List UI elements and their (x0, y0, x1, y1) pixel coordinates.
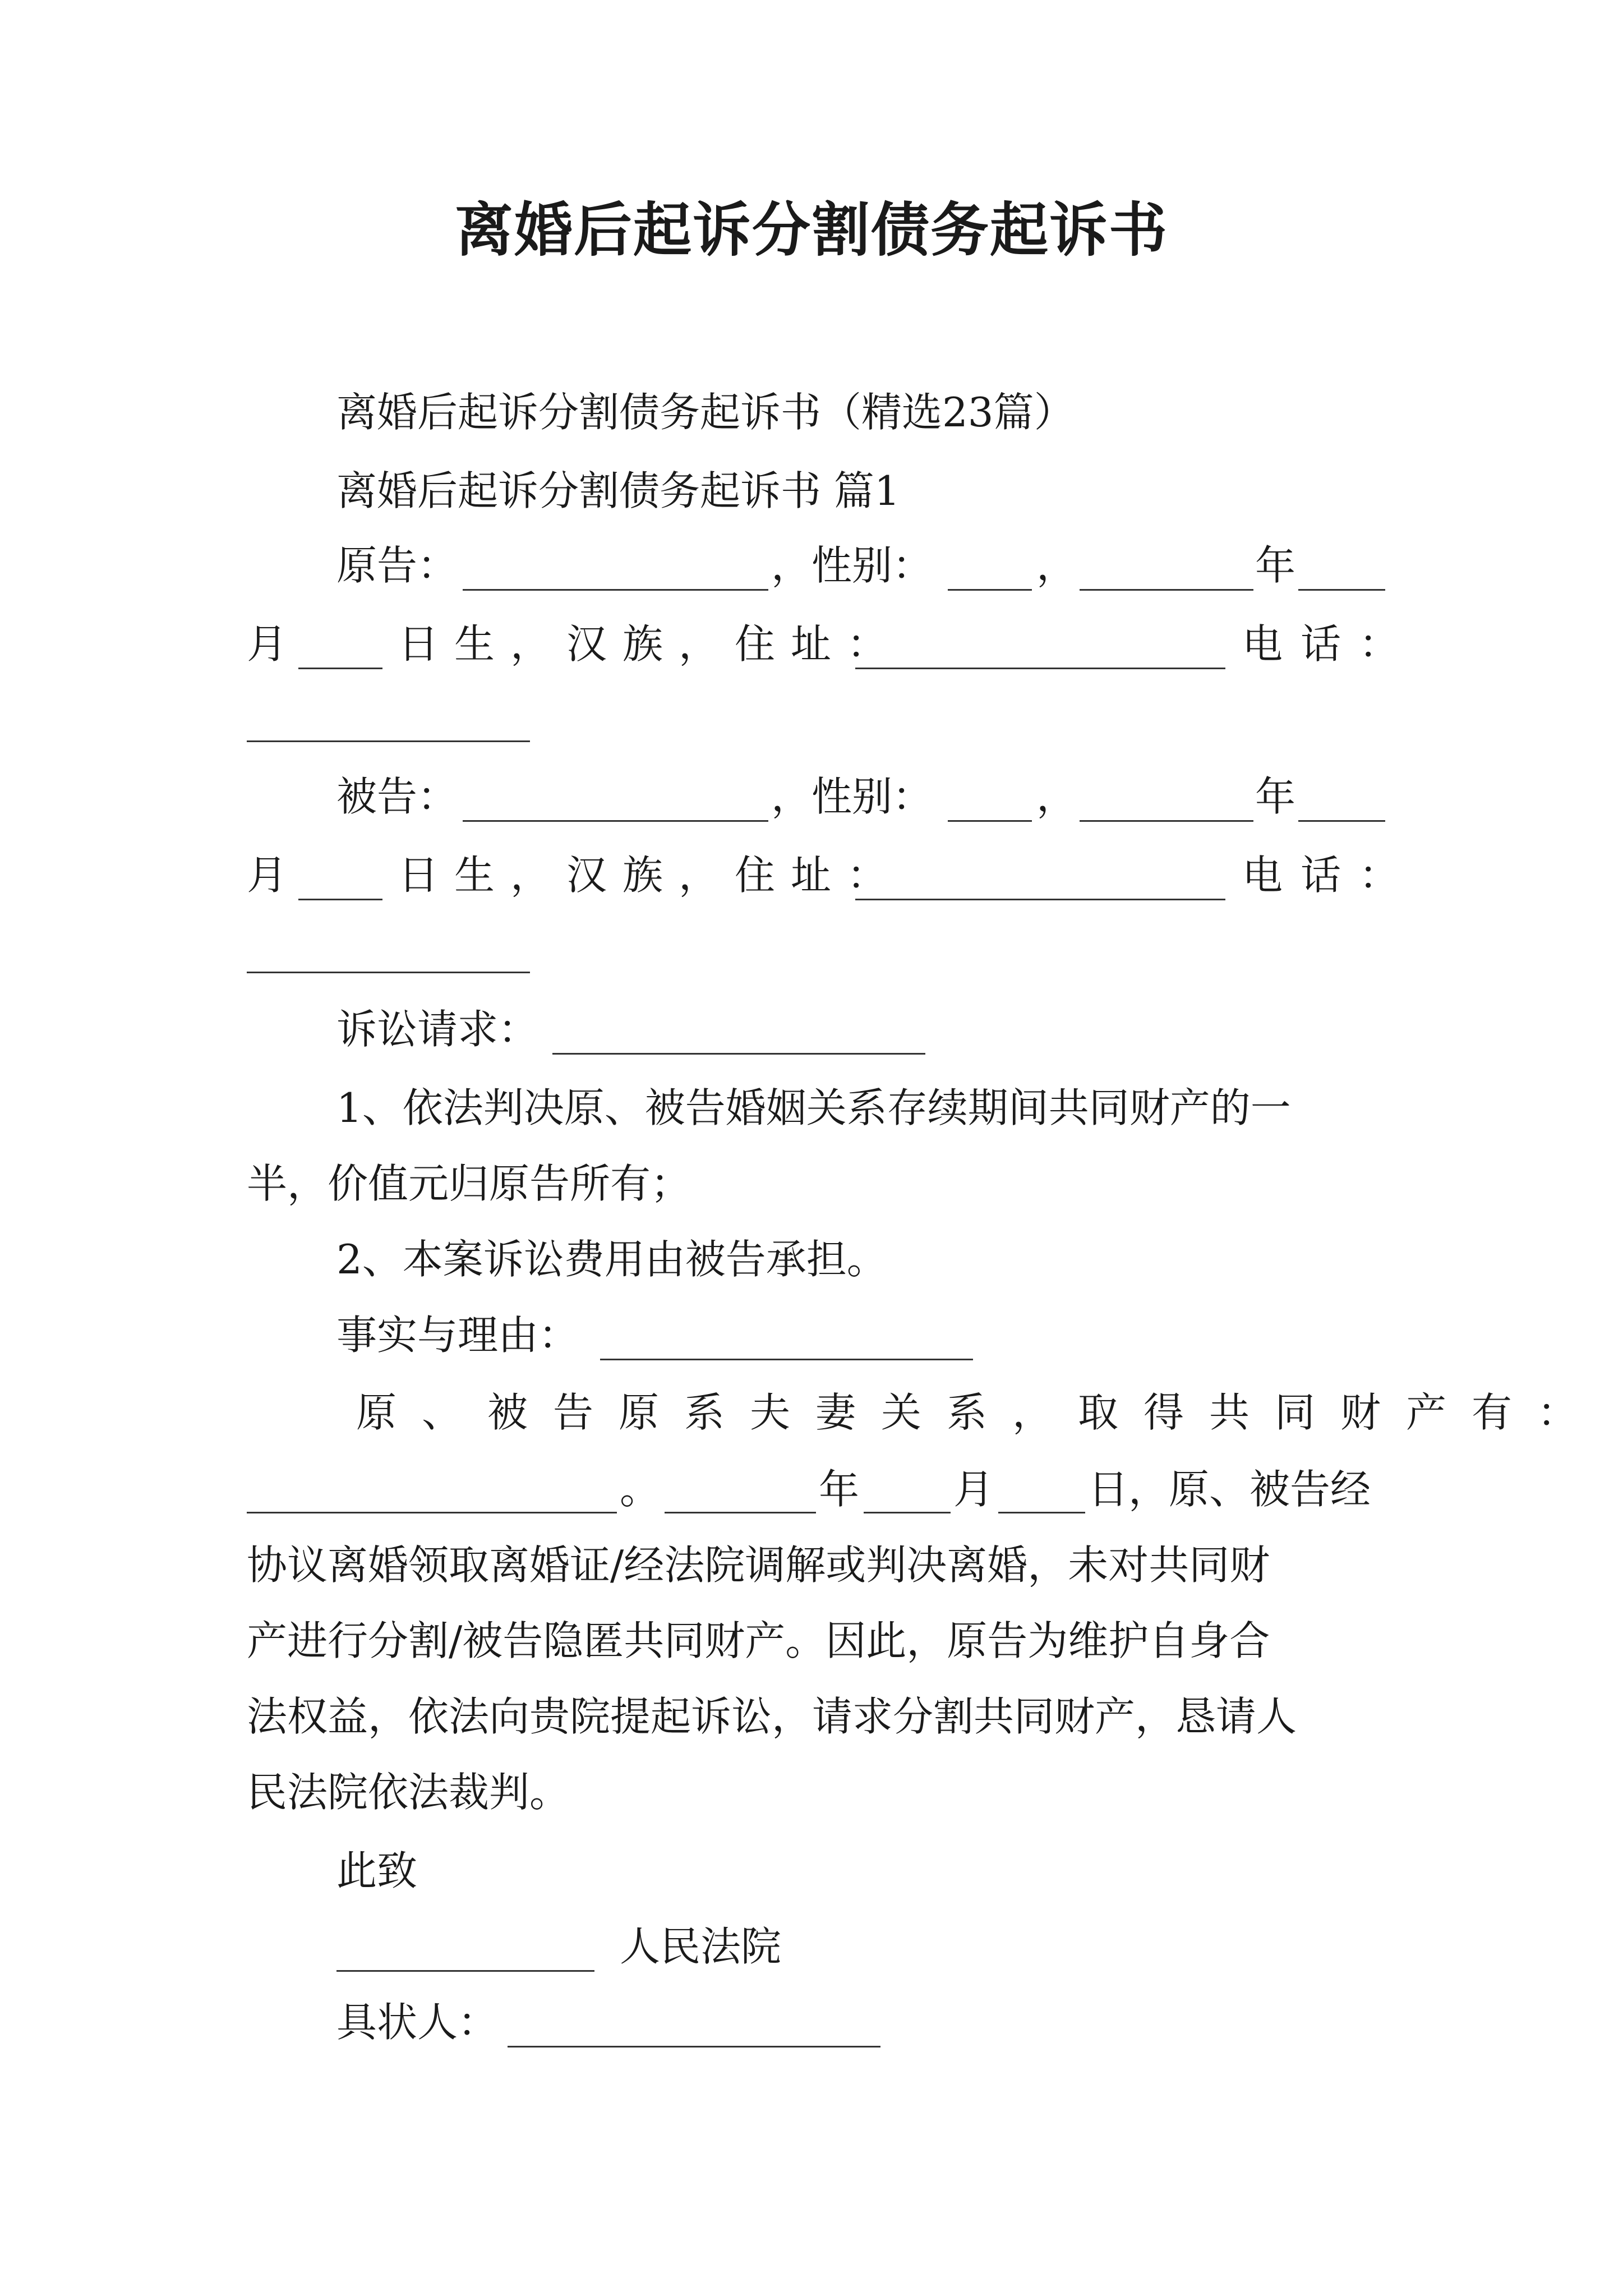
defendant-gender-blank (948, 820, 1032, 822)
plaintiff-gender-blank (948, 589, 1032, 591)
plaintiff-birth-address-label: 日生，汉族，住址： (398, 620, 903, 668)
facts-blank (600, 1359, 973, 1360)
defendant-day-blank (298, 899, 382, 900)
signer-label: 具状人： (336, 1999, 499, 2046)
defendant-name-blank (463, 820, 768, 822)
facts-year-label: 年 (819, 1466, 860, 1513)
plaintiff-day-blank (298, 668, 382, 669)
facts-line-2-period: 。 (620, 1466, 661, 1513)
defendant-phone-label: 电话： (1242, 852, 1418, 899)
facts-line-4: 产进行分割/被告隐匿共同财产。因此，原告为维护自身合 (247, 1617, 1270, 1664)
facts-month-label: 月 (953, 1466, 994, 1513)
signer-blank (508, 2046, 880, 2047)
facts-line-1: 原、被告原系夫妻关系，取得共同财产有： (356, 1389, 1603, 1436)
facts-line-5: 法权益，依法向贵院提起诉讼，请求分割共同财产，恳请人 (247, 1693, 1297, 1740)
facts-month-blank (864, 1512, 951, 1513)
claims-blank (552, 1053, 925, 1055)
plaintiff-name-blank (463, 589, 768, 591)
plaintiff-label: 原告： (336, 542, 458, 589)
plaintiff-month-label: 月 (247, 620, 288, 668)
section-heading: 离婚后起诉分割债务起诉书 篇1 (336, 467, 900, 514)
claim-2: 2、本案诉讼费用由被告承担。 (336, 1236, 887, 1283)
facts-line-3: 协议离婚领取离婚证/经法院调解或判决离婚，未对共同财 (247, 1542, 1270, 1589)
defendant-address-blank (855, 899, 1225, 900)
plaintiff-month-blank (1298, 589, 1385, 591)
plaintiff-gender-label: ，性别： (771, 542, 933, 589)
claim-1-line-1: 1、依法判决原、被告婚姻关系存续期间共同财产的一 (336, 1084, 1291, 1131)
defendant-year-label: 年 (1255, 773, 1296, 820)
subtitle: 离婚后起诉分割债务起诉书（精选23篇） (336, 389, 1075, 436)
plaintiff-phone-blank (247, 740, 530, 742)
facts-label: 事实与理由： (336, 1312, 579, 1359)
defendant-month-blank (1298, 820, 1385, 822)
plaintiff-comma: ， (1036, 542, 1077, 589)
claim-1-line-2: 半，价值元归原告所有； (247, 1160, 691, 1207)
defendant-gender-label: ，性别： (771, 773, 933, 820)
plaintiff-address-blank (855, 668, 1225, 669)
claims-label: 诉讼请求： (336, 1006, 539, 1053)
court-label: 人民法院 (620, 1923, 782, 1970)
plaintiff-year-label: 年 (1255, 542, 1296, 589)
defendant-birth-address-label: 日生，汉族，住址： (398, 852, 903, 899)
facts-day-label: 日，原、被告经 (1088, 1466, 1371, 1513)
defendant-month-label: 月 (247, 852, 288, 899)
facts-day-blank (998, 1512, 1085, 1513)
document-title: 离婚后起诉分割债务起诉书 (454, 195, 1168, 264)
court-name-blank (336, 1970, 594, 1972)
facts-line-6: 民法院依法裁判。 (247, 1769, 570, 1816)
facts-year-blank (665, 1512, 816, 1513)
facts-property-blank (247, 1512, 617, 1513)
defendant-label: 被告： (336, 773, 458, 820)
closing-salutation: 此致 (336, 1847, 418, 1894)
defendant-comma: ， (1036, 773, 1077, 820)
plaintiff-year-blank (1080, 589, 1253, 591)
defendant-year-blank (1080, 820, 1253, 822)
defendant-phone-blank (247, 972, 530, 973)
plaintiff-phone-label: 电话： (1242, 620, 1418, 668)
